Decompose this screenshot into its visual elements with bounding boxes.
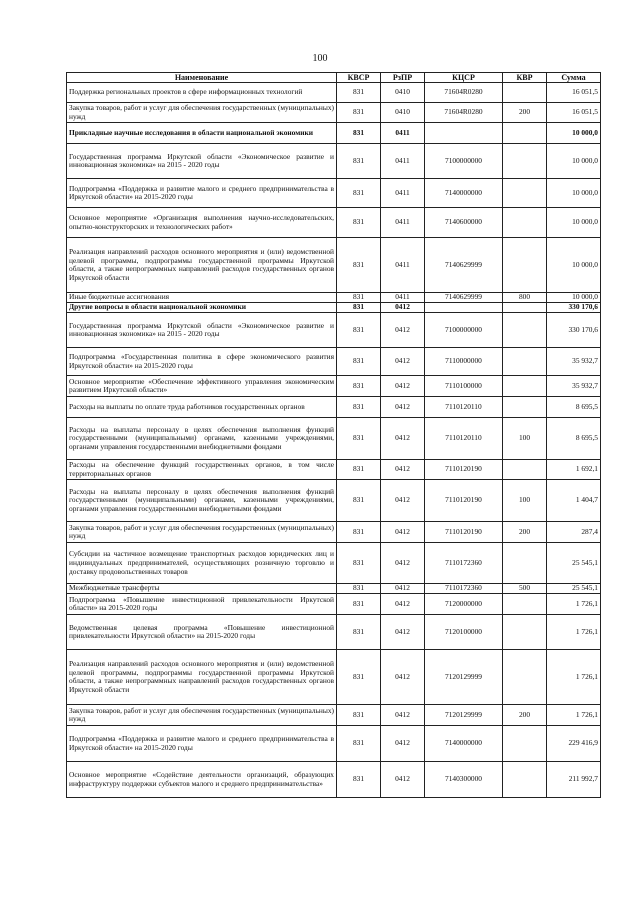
cell-kcsr: 7110172360 [425, 543, 503, 584]
table-row [67, 376, 601, 397]
cell-sum: 1 404,7 [547, 480, 601, 522]
cell-kcsr: 7140300000 [425, 762, 503, 798]
cell-rzpr: 0412 [381, 348, 425, 376]
table-row [67, 123, 601, 144]
table-row [67, 705, 601, 726]
cell-kcsr: 7110120110 [425, 418, 503, 460]
cell-name: Расходы на обеспечение функций государственных органов, в том числе территориальных органов [67, 460, 337, 480]
cell-kcsr: 7110000000 [425, 348, 503, 376]
cell-kvsr: 831 [337, 594, 381, 615]
cell-kvsr: 831 [337, 480, 381, 522]
cell-kvr [503, 238, 547, 293]
cell-kvsr: 831 [337, 376, 381, 397]
cell-name: Подпрограмма «Поддержка и развитие малого и среднего предпринимательства в Иркутской области» на 2015-2020 годы [67, 726, 337, 762]
cell-name: Подпрограмма «Поддержка и развитие малого и среднего предпринимательства в Иркутской области» на 2015-2020 годы [67, 179, 337, 208]
cell-kcsr: 7110120190 [425, 460, 503, 480]
cell-kvr: 500 [503, 584, 547, 594]
cell-rzpr: 0412 [381, 615, 425, 650]
cell-name: Закупка товаров, работ и услуг для обеспечения государственных (муниципальных) нужд [67, 522, 337, 543]
cell-kvsr: 831 [337, 103, 381, 123]
cell-kcsr: 7120129999 [425, 705, 503, 726]
cell-kcsr: 7110100000 [425, 376, 503, 397]
cell-kcsr: 7120000000 [425, 594, 503, 615]
cell-kvsr: 831 [337, 179, 381, 208]
cell-sum: 1 726,1 [547, 615, 601, 650]
cell-sum: 229 416,9 [547, 726, 601, 762]
cell-kcsr: 7140600000 [425, 208, 503, 238]
cell-name: Закупка товаров, работ и услуг для обеспечения государственных (муниципальных) нужд [67, 705, 337, 726]
table-row [67, 584, 601, 594]
cell-kvsr: 831 [337, 460, 381, 480]
cell-kcsr: 7140000000 [425, 726, 503, 762]
cell-kvr [503, 144, 547, 179]
cell-name: Реализация направлений расходов основного мероприятия и (или) ведомственной целевой программы, подпрограммы государственной программы Иркутской области, а также непрограммных направлений расходов государственных органов Иркутской области [67, 650, 337, 705]
cell-kvsr: 831 [337, 123, 381, 144]
table-header-row [67, 73, 601, 83]
cell-kvsr: 831 [337, 144, 381, 179]
cell-kcsr: 7100000000 [425, 313, 503, 348]
cell-rzpr: 0412 [381, 303, 425, 313]
cell-sum: 10 000,0 [547, 179, 601, 208]
cell-rzpr: 0411 [381, 123, 425, 144]
cell-name: Государственная программа Иркутской области «Экономическое развитие и инновационная экономика» на 2015 - 2020 годы [67, 313, 337, 348]
cell-kvr [503, 726, 547, 762]
cell-kvr [503, 615, 547, 650]
cell-rzpr: 0412 [381, 705, 425, 726]
cell-rzpr: 0410 [381, 103, 425, 123]
cell-kvr [503, 650, 547, 705]
cell-rzpr: 0411 [381, 293, 425, 303]
table-row [67, 650, 601, 705]
cell-kvr [503, 376, 547, 397]
cell-kvsr: 831 [337, 397, 381, 418]
cell-sum: 10 000,0 [547, 238, 601, 293]
cell-name: Ведомственная целевая программа «Повышение инвестиционной привлекательности Иркутской области» на 2015-2020 годы [67, 615, 337, 650]
cell-kvr: 100 [503, 480, 547, 522]
cell-kvsr: 831 [337, 293, 381, 303]
cell-kvr [503, 208, 547, 238]
cell-name: Основное мероприятие «Обеспечение эффективного управления экономическим развитием Иркутской области» [67, 376, 337, 397]
cell-kcsr [425, 123, 503, 144]
cell-kvsr: 831 [337, 615, 381, 650]
table-row [67, 762, 601, 798]
cell-name: Другие вопросы в области национальной экономики [67, 303, 337, 313]
table-row [67, 418, 601, 460]
table-row [67, 726, 601, 762]
cell-name: Закупка товаров, работ и услуг для обеспечения государственных (муниципальных) нужд [67, 103, 337, 123]
budget-table [66, 72, 601, 798]
table-row [67, 144, 601, 179]
cell-rzpr: 0412 [381, 584, 425, 594]
cell-name: Реализация направлений расходов основного мероприятия и (или) ведомственной целевой программы, подпрограммы государственной программы Иркутской области, а также непрограммных направлений расходов государственных органов Иркутской области [67, 238, 337, 293]
cell-kvr [503, 460, 547, 480]
table-row [67, 103, 601, 123]
cell-kcsr: 7100000000 [425, 144, 503, 179]
table-row [67, 303, 601, 313]
cell-kvsr: 831 [337, 726, 381, 762]
cell-name: Поддержка региональных проектов в сфере информационных технологий [67, 83, 337, 103]
cell-rzpr: 0410 [381, 83, 425, 103]
cell-kvsr: 831 [337, 418, 381, 460]
cell-kvr [503, 83, 547, 103]
cell-rzpr: 0412 [381, 726, 425, 762]
cell-sum: 10 000,0 [547, 144, 601, 179]
cell-kvr [503, 397, 547, 418]
cell-sum: 25 545,1 [547, 543, 601, 584]
cell-name: Расходы на выплаты персоналу в целях обеспечения выполнения функций государственными (муниципальными) органами, казенными учреждениями, органами управления государственными внебюджетными фондами [67, 418, 337, 460]
cell-sum: 10 000,0 [547, 123, 601, 144]
cell-rzpr: 0412 [381, 762, 425, 798]
cell-rzpr: 0412 [381, 460, 425, 480]
header-name: Наименование [67, 73, 337, 83]
cell-kvsr: 831 [337, 584, 381, 594]
cell-rzpr: 0412 [381, 418, 425, 460]
table-row [67, 397, 601, 418]
cell-name: Расходы на выплаты персоналу в целях обеспечения выполнения функций государственными (муниципальными) органами, казенными учреждениями, органами управления государственными внебюджетными фондами [67, 480, 337, 522]
cell-rzpr: 0412 [381, 397, 425, 418]
cell-kvsr: 831 [337, 208, 381, 238]
table-row [67, 313, 601, 348]
cell-name: Субсидии на частичное возмещение транспортных расходов юридических лиц и индивидуальных предпринимателей, осуществляющих розничную торговлю и доставку продовольственных товаров [67, 543, 337, 584]
cell-kvr [503, 594, 547, 615]
cell-sum: 1 726,1 [547, 594, 601, 615]
cell-kvsr: 831 [337, 762, 381, 798]
cell-name: Государственная программа Иркутской области «Экономическое развитие и инновационная экономика» на 2015 - 2020 годы [67, 144, 337, 179]
cell-kcsr: 7140629999 [425, 293, 503, 303]
cell-kcsr: 7120100000 [425, 615, 503, 650]
cell-rzpr: 0411 [381, 208, 425, 238]
cell-kvsr: 831 [337, 522, 381, 543]
cell-rzpr: 0412 [381, 543, 425, 584]
cell-kvr: 200 [503, 522, 547, 543]
cell-kcsr: 7110172360 [425, 584, 503, 594]
cell-sum: 10 000,0 [547, 208, 601, 238]
table-row [67, 83, 601, 103]
cell-kvr: 200 [503, 103, 547, 123]
cell-kvr: 800 [503, 293, 547, 303]
cell-sum: 25 545,1 [547, 584, 601, 594]
cell-kvsr: 831 [337, 348, 381, 376]
cell-kcsr: 7110120190 [425, 480, 503, 522]
cell-kcsr: 7120129999 [425, 650, 503, 705]
header-kvsr: КВСР [337, 73, 381, 83]
cell-kvsr: 831 [337, 83, 381, 103]
cell-rzpr: 0412 [381, 650, 425, 705]
cell-name: Подпрограмма «Государственная политика в сфере экономического развития Иркутской области» на 2015-2020 годы [67, 348, 337, 376]
cell-kcsr [425, 303, 503, 313]
table-row [67, 293, 601, 303]
header-sum: Сумма [547, 73, 601, 83]
cell-kvr: 200 [503, 705, 547, 726]
cell-kvr [503, 179, 547, 208]
cell-name: Основное мероприятие «Организация выполнения научно-исследовательских, опытно-конструкторских и технологических работ» [67, 208, 337, 238]
cell-rzpr: 0412 [381, 376, 425, 397]
cell-sum: 1 692,1 [547, 460, 601, 480]
page-number: 100 [312, 53, 328, 64]
table-row [67, 522, 601, 543]
cell-kcsr: 71604R0280 [425, 83, 503, 103]
cell-kcsr: 7110120110 [425, 397, 503, 418]
cell-sum: 1 726,1 [547, 705, 601, 726]
cell-kvsr: 831 [337, 543, 381, 584]
cell-rzpr: 0412 [381, 480, 425, 522]
cell-name: Прикладные научные исследования в области национальной экономики [67, 123, 337, 144]
cell-kcsr: 7110120190 [425, 522, 503, 543]
cell-rzpr: 0412 [381, 313, 425, 348]
cell-kcsr: 7140000000 [425, 179, 503, 208]
cell-sum: 16 051,5 [547, 103, 601, 123]
cell-sum: 287,4 [547, 522, 601, 543]
cell-kvr [503, 762, 547, 798]
table-row [67, 543, 601, 584]
cell-kvsr: 831 [337, 705, 381, 726]
cell-kvsr: 831 [337, 303, 381, 313]
table-row [67, 348, 601, 376]
cell-rzpr: 0412 [381, 522, 425, 543]
cell-name: Межбюджетные трансферты [67, 584, 337, 594]
cell-sum: 35 932,7 [547, 376, 601, 397]
cell-name: Расходы на выплаты по оплате труда работников государственных органов [67, 397, 337, 418]
cell-sum: 35 932,7 [547, 348, 601, 376]
cell-kvr [503, 123, 547, 144]
cell-sum: 211 992,7 [547, 762, 601, 798]
table-row [67, 238, 601, 293]
cell-rzpr: 0411 [381, 144, 425, 179]
cell-kvsr: 831 [337, 650, 381, 705]
header-kcsr: КЦСР [425, 73, 503, 83]
cell-sum: 1 726,1 [547, 650, 601, 705]
cell-kcsr: 71604R0280 [425, 103, 503, 123]
cell-rzpr: 0412 [381, 594, 425, 615]
cell-sum: 8 695,5 [547, 418, 601, 460]
header-rzpr: РзПР [381, 73, 425, 83]
cell-sum: 330 170,6 [547, 313, 601, 348]
cell-sum: 10 000,0 [547, 293, 601, 303]
cell-name: Основное мероприятие «Содействие деятельности организаций, образующих инфраструктуру поддержки субъектов малого и среднего предпринимательства» [67, 762, 337, 798]
cell-kvsr: 831 [337, 313, 381, 348]
cell-name: Подпрограмма «Повышение инвестиционной привлекательности Иркутской области» на 2015-2020 годы [67, 594, 337, 615]
cell-kvr [503, 348, 547, 376]
table-row [67, 179, 601, 208]
cell-kvr [503, 303, 547, 313]
cell-kvr [503, 313, 547, 348]
cell-rzpr: 0411 [381, 179, 425, 208]
table-row [67, 615, 601, 650]
cell-rzpr: 0411 [381, 238, 425, 293]
table-row [67, 594, 601, 615]
cell-sum: 8 695,5 [547, 397, 601, 418]
cell-sum: 16 051,5 [547, 83, 601, 103]
table-row [67, 480, 601, 522]
cell-kcsr: 7140629999 [425, 238, 503, 293]
header-kvr: КВР [503, 73, 547, 83]
cell-name: Иные бюджетные ассигнования [67, 293, 337, 303]
table-row [67, 460, 601, 480]
table-row [67, 208, 601, 238]
cell-kvr [503, 543, 547, 584]
cell-kvr: 100 [503, 418, 547, 460]
cell-kvsr: 831 [337, 238, 381, 293]
cell-sum: 330 170,6 [547, 303, 601, 313]
